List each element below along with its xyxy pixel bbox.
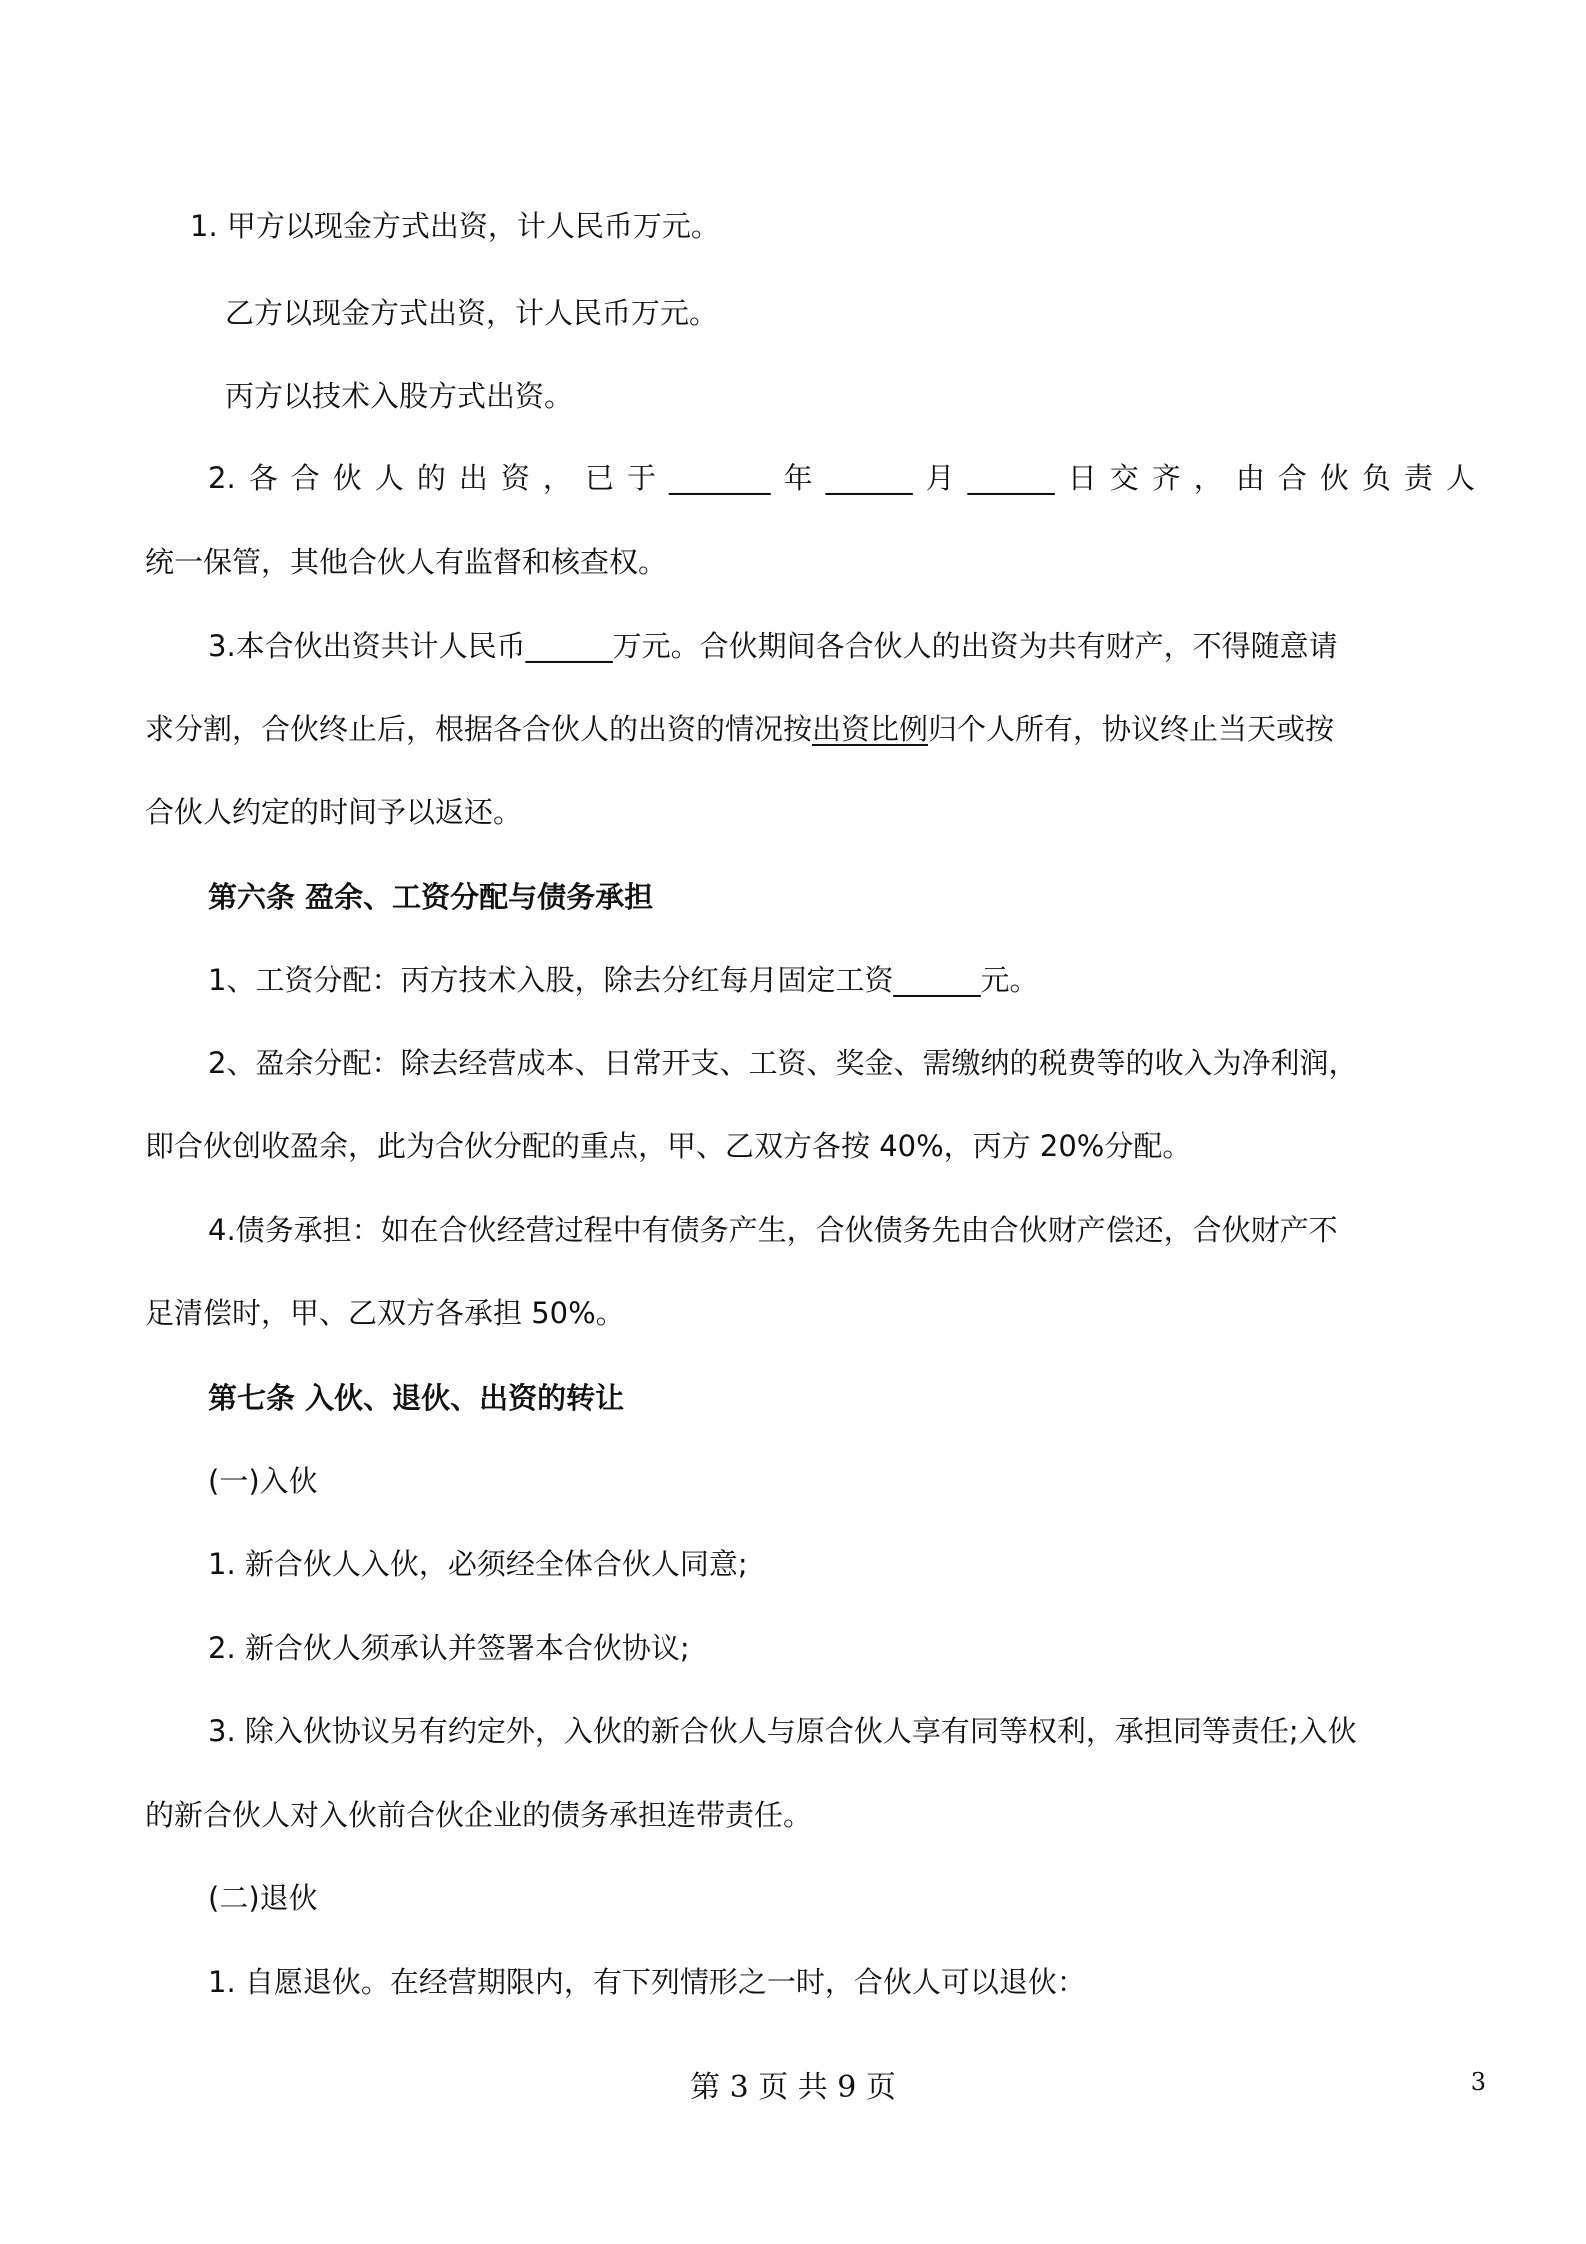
text-line	[145, 709, 1475, 749]
text-line: 足清偿时，甲、乙双方各承担 50%。	[145, 1296, 625, 1330]
page-number: 3	[1470, 2068, 1486, 2096]
text-line: 2.各合伙人的出资，已于_______年______月______日交齐，由合伙负责人	[208, 461, 1475, 495]
text-line: 合伙人约定的时间予以返还。	[145, 795, 523, 829]
page-footer: 第 3 页 共 9 页	[690, 2070, 896, 2105]
text-line: 丙方以技术入股方式出资。	[225, 379, 574, 413]
text-line: (二)退伙	[208, 1881, 318, 1915]
text-line: 的新合伙人对入伙前合伙企业的债务承担连带责任。	[145, 1798, 813, 1832]
underlined-term: 出资比例	[812, 712, 929, 746]
text-line: 即合伙创收盈余，此为合伙分配的重点，甲、乙双方各按 40%，丙方 20%分配。	[145, 1129, 1192, 1163]
text-line: 4.债务承担：如在合伙经营过程中有债务产生，合伙债务先由合伙财产偿还，合伙财产不	[208, 1213, 1338, 1247]
section-heading: 第七条 入伙、退伙、出资的转让	[208, 1381, 625, 1415]
text-line: 3.本合伙出资共计人民币______万元。合伙期间各合伙人的出资为共有财产，不得随意请	[208, 629, 1338, 663]
text-line: 1. 甲方以现金方式出资，计人民币万元。	[190, 209, 720, 243]
text-line: 1、工资分配：丙方技术入股，除去分红每月固定工资______元。	[208, 963, 1039, 997]
text-line: 3. 除入伙协议另有约定外，入伙的新合伙人与原合伙人享有同等权利，承担同等责任;入伙	[208, 1714, 1357, 1748]
text-line: 统一保管，其他合伙人有监督和核查权。	[145, 545, 668, 579]
text-line: 2. 新合伙人须承认并签署本合伙协议;	[208, 1631, 690, 1665]
text-line: 乙方以现金方式出资，计人民币万元。	[225, 296, 719, 330]
text-segment: 求分割，合伙终止后，根据各合伙人的出资的情况按	[145, 712, 813, 746]
text-line: 1. 自愿退伙。在经营期限内，有下列情形之一时，合伙人可以退伙：	[208, 1965, 1086, 1999]
text-line: 1. 新合伙人入伙，必须经全体合伙人同意;	[208, 1547, 748, 1581]
text-segment: 归个人所有，协议终止当天或按	[928, 712, 1335, 746]
text-line: 2、盈余分配：除去经营成本、日常开支、工资、奖金、需缴纳的税费等的收入为净利润，	[208, 1046, 1358, 1080]
text-line: (一)入伙	[208, 1464, 318, 1498]
section-heading: 第六条 盈余、工资分配与债务承担	[208, 880, 654, 914]
